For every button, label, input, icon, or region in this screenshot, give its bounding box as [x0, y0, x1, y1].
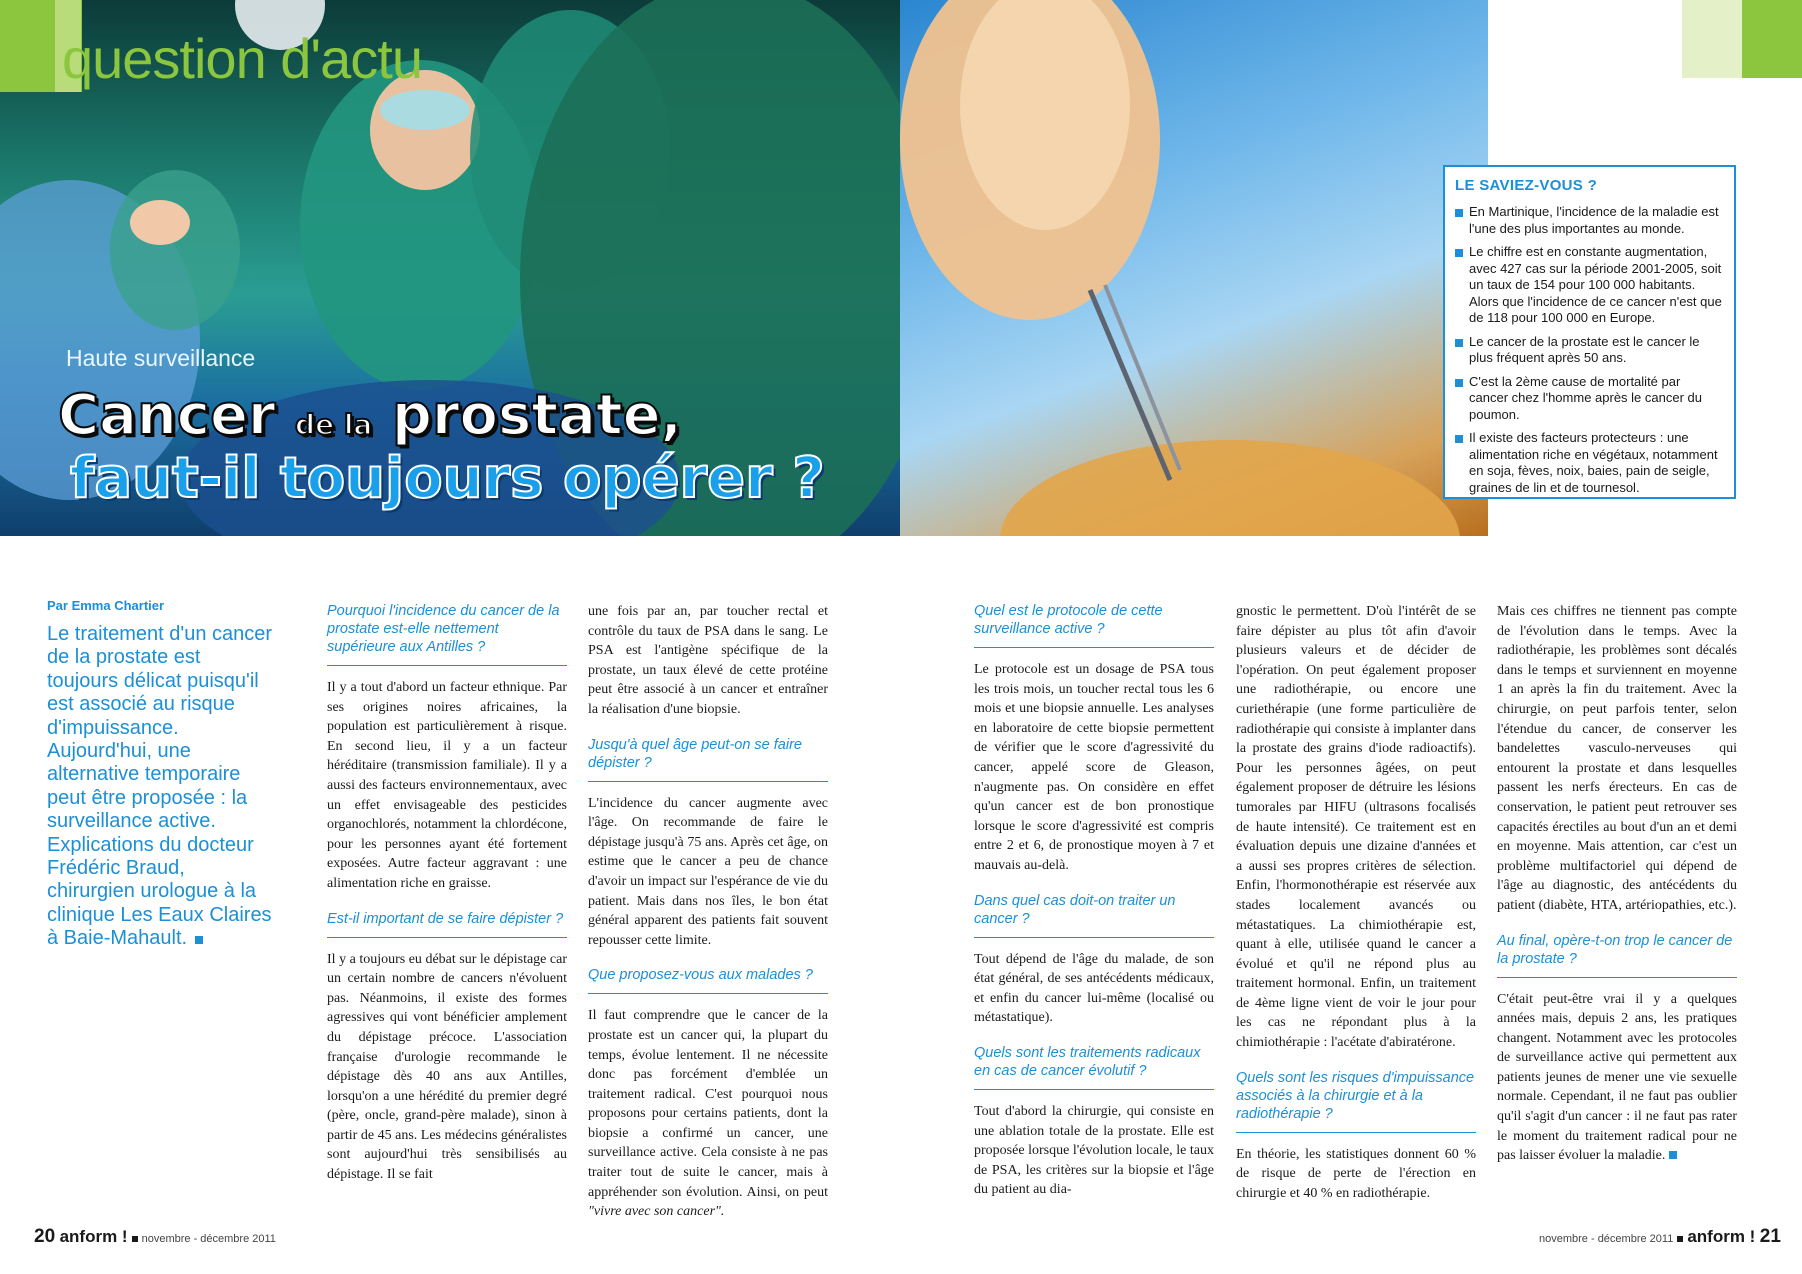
green-corner-right-light: [1682, 0, 1742, 78]
did-you-know-item: [1455, 334, 1722, 367]
did-you-know-text: C'est la 2ème cause de mortalité par cancer chez l'homme après le cancer du poumon.: [1469, 373, 1702, 422]
answer-paragraph: [588, 1006, 828, 1222]
answer-paragraph: gnostic le permettent. D'où l'intérêt de se faire dépister au plus tôt afin d'avoir plusieurs valeurs et de décider de l'opération. On peut également proposer une radiothérapie, ou encore une curiethérapie (une forme particulière de radiothérapie qui consiste à implanter dans la prostate des grains d'iode radioactifs). Pour les personnes âgées, on peut également proposer de détruire les lésions tumorales par HIFU (ultrasons focalisés de haute intensité). Ce traitement est en évaluation depuis une dizaine d'années et a aussi ses propres critères de sélection. Enfin, l'hormonothérapie est réservée aux stades localement avancés ou métastatiques. La chimiothérapie est, quant à elle, utilisée quand le cancer a évolué et qu'il ne répond plus au traitement hormonal. Enfin, un traitement de 4ème ligne vient de voir le jour pour les cas ne répondant plus à la chimiothérapie : l'acétate d'abiratérone.: [1236, 604, 1476, 1051]
answer-paragraph: Tout dépend de l'âge du malade, de son état général, de ses antécédents médicaux, et enfin du cancer lui-même (localisé ou métastatique).: [974, 951, 1214, 1026]
did-you-know-text: Le chiffre est en constante augmentation, avec 427 cas sur la période 2001-2005, soit un taux de 154 pour 100 000 habitants. Alors que l'incidence de ce cancer n'est que de 118 pour 100 000 en Europe.: [1469, 244, 1722, 325]
end-square-icon: [1669, 1151, 1677, 1159]
did-you-know-item: [1455, 374, 1722, 424]
question-heading: Au final, opère-t-on trop le cancer de la prostate ?: [1497, 932, 1737, 978]
article-column-2: [588, 602, 828, 1222]
byline: Par Emma Chartier: [47, 598, 165, 613]
question-heading: Quels sont les traitements radicaux en cas de cancer évolutif ?: [974, 1044, 1214, 1090]
did-you-know-text: Il existe des facteurs protecteurs : une alimentation riche en végétaux, notamment en soja, fèves, noix, baies, pain de seigle, graines de lin et de tournesol.: [1469, 430, 1718, 495]
end-square-icon: [195, 936, 203, 944]
bullet-square-icon: [1455, 209, 1463, 217]
question-heading: Dans quel cas doit-on traiter un cancer ?: [974, 892, 1214, 938]
section-rubric: question d'actu: [62, 27, 422, 90]
intro-text: Le traitement d'un cancer de la prostate est toujours délicat puisqu'il est associé au risque d'impuissance. Aujourd'hui, une alternative temporaire peut être proposée : la surveillance active. Explications du docteur Frédéric Braud, chirurgien urologue à la clinique Les Eaux Claires à Baie-Mahault.: [47, 623, 273, 950]
magazine-name: anform !: [1687, 1227, 1756, 1246]
question-heading: Jusqu'à quel âge peut-on se faire dépister ?: [588, 736, 828, 782]
answer-quote: "vivre avec son cancer".: [588, 1204, 725, 1220]
footer-square-icon: [132, 1236, 138, 1242]
question-heading: Quels sont les risques d'impuissance associés à la chirurgie et à la radiothérapie ?: [1236, 1069, 1476, 1133]
footer-left: [34, 1226, 276, 1248]
answer-paragraph: [1497, 990, 1737, 1166]
answer-paragraph: En théorie, les statistiques donnent 60 % de risque de perte de l'érection en chirurgie et 40 % en radiothérapie.: [1236, 1146, 1476, 1201]
answer-paragraph: Il y a tout d'abord un facteur ethnique. Par ses origines noires africaines, la population est particulièrement à risque. En second lieu, il y a un facteur héréditaire (transmission familiale). Il y a aussi des facteurs environnementaux, avec un effet envisageable des pesticides organochlorés, notamment la chlordécone, pour les personnes ayant été fortement exposées. Autre facteur aggravant : une alimentation riche en graisse.: [327, 680, 567, 891]
answer-paragraph: Il y a toujours eu débat sur le dépistage car un certain nombre de cancers n'évoluent pas. Néanmoins, il existe des formes agressives qui vont bénéficier amplement du dépistage précoce. L'association française d'urologie recommande le dépistage dès 40 ans aux Antilles, lorsqu'on a une hérédité du premier degré (père, oncle, grand-père malade), sinon à partir de 45 ans. Les médecins généralistes sont aujourd'hui très sensibilisés au dépistage. Il se fait: [327, 951, 567, 1183]
answer-paragraph: Tout d'abord la chirurgie, qui consiste en une ablation totale de la prostate. Elle est proposée lorsque l'évolution locale, le taux de PSA, les critères sur la biopsie et l'âge du patient au dia-: [974, 1103, 1214, 1198]
green-corner-right: [1742, 0, 1802, 78]
surgery-photo-right: [900, 0, 1488, 536]
bullet-square-icon: [1455, 339, 1463, 347]
forceps-illustration: [900, 0, 1488, 536]
page-number-left: 20: [34, 1226, 56, 1247]
intro-lead: [47, 623, 277, 951]
did-you-know-item: [1455, 204, 1722, 237]
article-column-3: [974, 602, 1214, 1200]
did-you-know-text: Le cancer de la prostate est le cancer le plus fréquent après 50 ans.: [1469, 333, 1700, 365]
did-you-know-box: [1443, 165, 1736, 499]
issue-date: novembre - décembre 2011: [141, 1233, 276, 1245]
article-column-5: [1497, 602, 1737, 1166]
did-you-know-text: En Martinique, l'incidence de la maladie est l'une des plus importantes au monde.: [1469, 204, 1719, 236]
question-heading: Est-il important de se faire dépister ?: [327, 910, 567, 938]
answer-text: Il faut comprendre que le cancer de la prostate est un cancer qui, la plupart du temps, évolue lentement. Il ne nécessite donc pas forcément d'emblée un traitement radical. C'est pourquoi nous proposons pour certains patients, dont la biopsie a confirmé un cancer, une surveillance active. Cela consiste à ne pas traiter tout de suite le cancer, mais à appréhender son évolution. Ainsi, on peut: [588, 1008, 828, 1200]
answer-paragraph: Mais ces chiffres ne tiennent pas compte de l'évolution dans le temps. Avec la radiothérapie, les problèmes sont décalés dans le temps et surviennent en moyenne 1 an après la fin du traitement. Avec la chirurgie, on peut parfois tenter, selon l'étendue du cancer, de conserver les bandelettes vasculo-nerveuses qui entourent la prostate et dans lesquelles passent les nerfs érecteurs. En cas de conservation, le patient peut retrouver ses capacités érectiles au bout d'un an et demi en moyenne. Mais attention, car c'est un problème multifactoriel qui dépend de l'âge au diagnostic, des antécédents du patient (diabète, HTA, artériopathies, etc.).: [1497, 604, 1737, 913]
headline-word-cancer: Cancer: [58, 383, 276, 448]
bullet-square-icon: [1455, 435, 1463, 443]
bullet-square-icon: [1455, 379, 1463, 387]
question-heading: Quel est le protocole de cette surveillance active ?: [974, 602, 1214, 648]
question-heading: Pourquoi l'incidence du cancer de la prostate est-elle nettement supérieure aux Antilles ?: [327, 602, 567, 666]
article-kicker: Haute surveillance: [66, 345, 256, 371]
did-you-know-item: [1455, 244, 1722, 327]
headline-word-de-la: de la: [295, 408, 373, 441]
headline-word-prostate: prostate,: [391, 383, 682, 448]
article-column-1: [327, 602, 567, 1185]
footer-right: [1539, 1226, 1781, 1248]
magazine-name: anform !: [59, 1227, 128, 1246]
did-you-know-item: [1455, 430, 1722, 496]
answer-paragraph: une fois par an, par toucher rectal et contrôle du taux de PSA dans le sang. Le PSA est l'antigène spécifique de la prostate, un taux élevé de cette protéine peut être associé à un cancer et entraîner la réalisation d'une biopsie.: [588, 604, 828, 717]
headline-line-2: faut-il toujours opérer ?: [70, 446, 825, 511]
answer-paragraph: L'incidence du cancer augmente avec l'âge. On recommande de faire le dépistage jusqu'à 75 ans. Après cet âge, on estime que le cancer a peu de chance d'avoir un impact sur l'espérance de vie du patient. Mais dans nos îles, le bon état général apparent des patients fait souvent repousser cette limite.: [588, 795, 828, 948]
bullet-square-icon: [1455, 249, 1463, 257]
did-you-know-title: LE SAVIEZ-VOUS ?: [1455, 177, 1598, 194]
question-heading: Que proposez-vous aux malades ?: [588, 966, 828, 994]
article-column-4: [1236, 602, 1476, 1203]
footer-square-icon: [1677, 1236, 1683, 1242]
answer-paragraph: Le protocole est un dosage de PSA tous les trois mois, un toucher rectal tous les 6 mois et une biopsie annuelle. Les analyses en laboratoire de cette biopsie permettent de vérifier que le score d'agressivité du cancer, appelé score de Gleason, n'augmente pas. On considère en effet qu'un cancer est de bon pronostique lorsque le score d'agressivité est compris entre 2 et 6, de pronostique moyen à 7 et mauvais au-delà.: [974, 662, 1214, 873]
answer-text: C'était peut-être vrai il y a quelques années mais, depuis 2 ans, les pratiques changent. Notamment avec les protocoles de surveillance active qui permettent aux patients jeunes de mener une vie sexuelle normale. Cependant, il ne faut pas oublier qu'il s'agit d'un cancer : il ne faut pas rater le moment du traitement radical pour ne pas laisser évoluer la maladie.: [1497, 991, 1737, 1164]
headline-line-1: [58, 383, 682, 448]
issue-date: novembre - décembre 2011: [1539, 1233, 1674, 1245]
page-number-right: 21: [1759, 1226, 1781, 1247]
